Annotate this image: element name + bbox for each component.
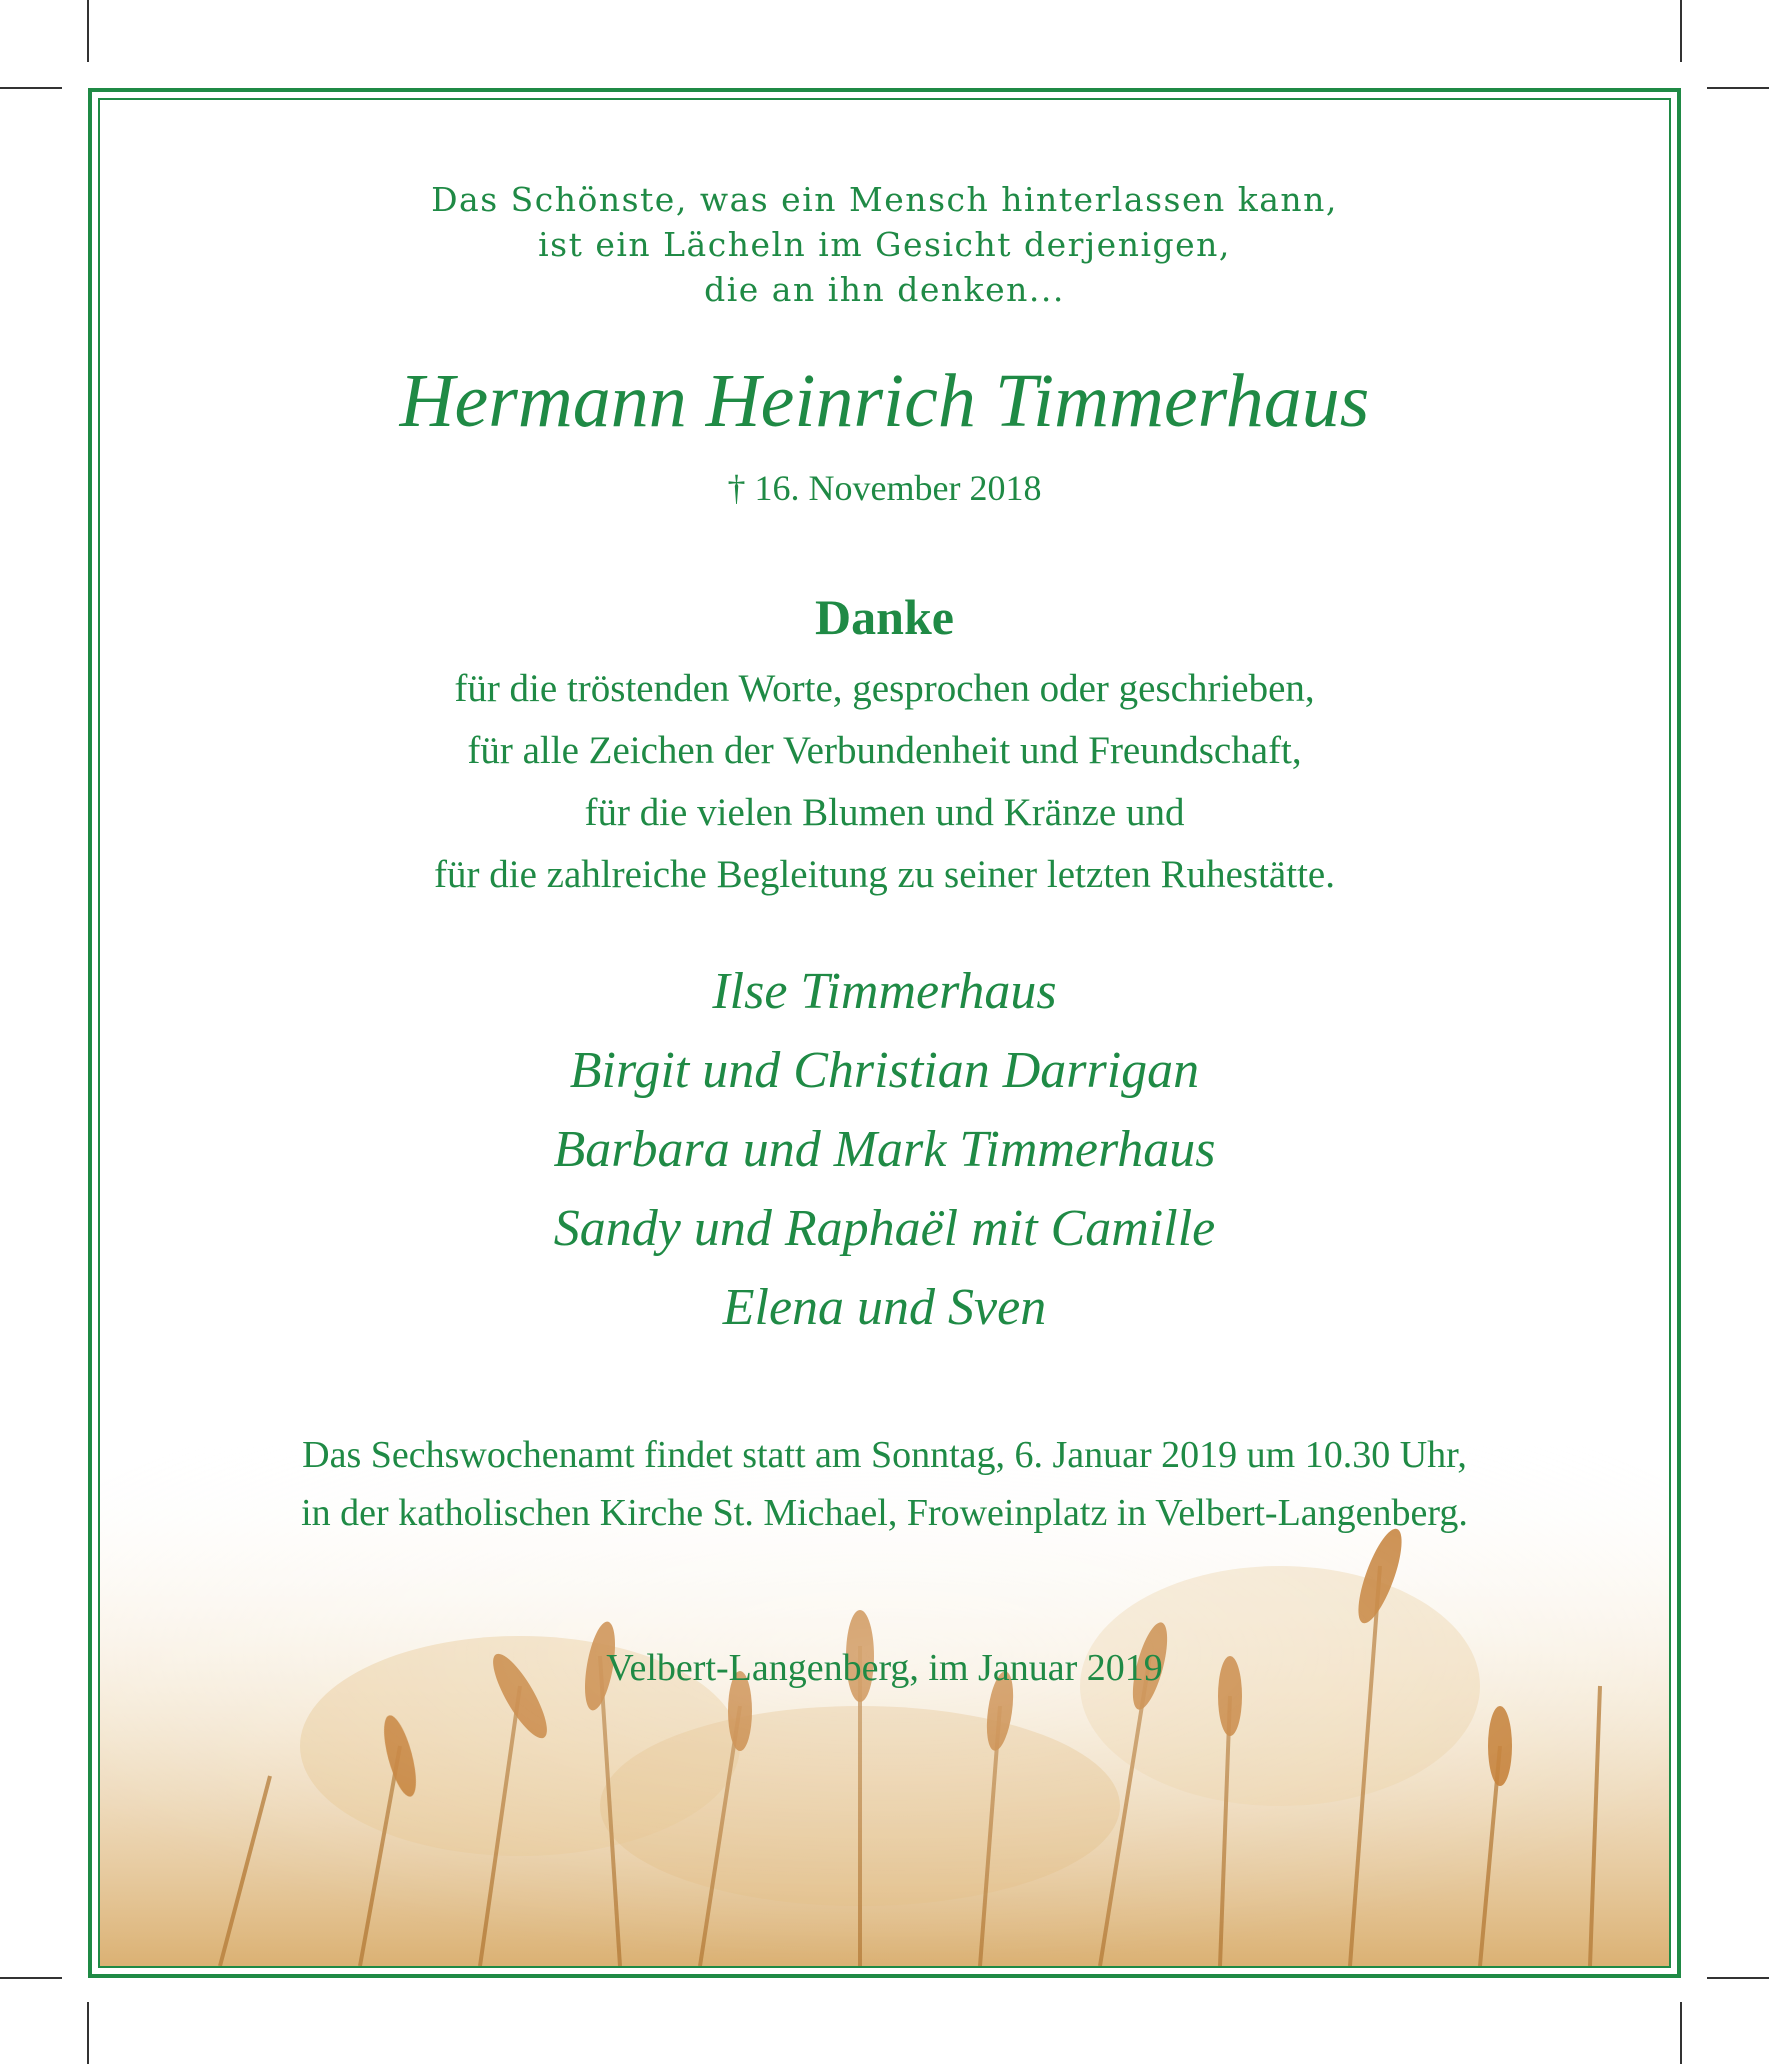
family-name-2: Birgit und Christian Darrigan: [569, 1042, 1200, 1099]
crop-mark-bottom-right-v: [1680, 2002, 1682, 2064]
crop-mark-top-right-v: [1680, 0, 1682, 62]
family-name-1: Ilse Timmerhaus: [712, 963, 1057, 1020]
crop-mark-bottom-left-h: [0, 1977, 62, 1979]
deceased-name: Hermann Heinrich Timmerhaus: [399, 359, 1370, 443]
quote-line-1: Das Schönste, was ein Mensch hinterlassen kann,: [431, 180, 1338, 219]
crop-mark-bottom-left-v: [87, 2002, 89, 2064]
date-of-death: † 16. November 2018: [727, 468, 1042, 508]
thanks-heading: Danke: [815, 589, 954, 645]
family-name-4: Sandy und Raphaël mit Camille: [553, 1200, 1216, 1257]
service-line-2: in der katholischen Kirche St. Michael, Froweinplatz in Velbert-Langenberg.: [301, 1492, 1468, 1534]
family-name-3: Barbara und Mark Timmerhaus: [553, 1121, 1216, 1178]
notice-inner-frame: [98, 98, 1671, 1968]
service-line-1: Das Sechswochenamt findet statt am Sonntag, 6. Januar 2019 um 10.30 Uhr,: [302, 1434, 1467, 1476]
thanks-line-3: für die vielen Blumen und Kränze und: [584, 791, 1185, 834]
crop-mark-top-left-h: [0, 87, 62, 89]
quote-line-3: die an ihn denken...: [704, 270, 1065, 309]
closing-place-date: Velbert-Langenberg, im Januar 2019: [606, 1647, 1163, 1689]
crop-mark-top-left-v: [87, 0, 89, 62]
thanks-line-2: für alle Zeichen der Verbundenheit und Freundschaft,: [467, 729, 1302, 772]
family-name-5: Elena und Sven: [722, 1279, 1047, 1336]
notice-frame: [88, 88, 1681, 1978]
crop-mark-bottom-right-h: [1707, 1977, 1769, 1979]
thanks-line-4: für die zahlreiche Begleitung zu seiner letzten Ruhestätte.: [434, 853, 1335, 896]
crop-mark-top-right-h: [1707, 87, 1769, 89]
thanks-line-1: für die tröstenden Worte, gesprochen oder geschrieben,: [454, 667, 1315, 710]
quote-line-2: ist ein Lächeln im Gesicht derjenigen,: [538, 225, 1231, 264]
